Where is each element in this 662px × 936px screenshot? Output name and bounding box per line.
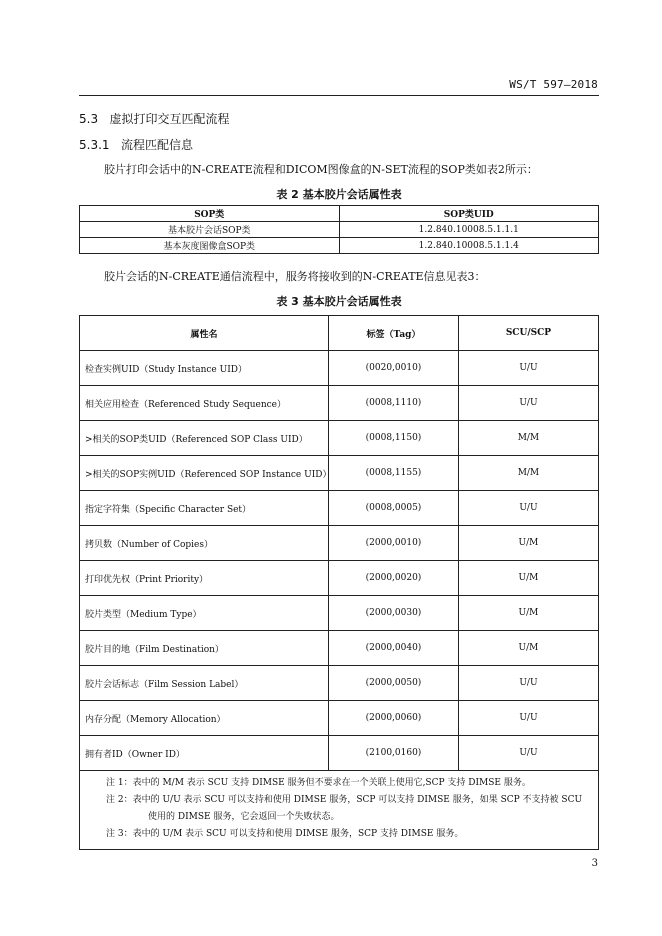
attribute-usage: U/M xyxy=(458,526,598,561)
attribute-name: >相关的SOP类UID（Referenced SOP Class UID） xyxy=(80,421,329,456)
attribute-tag: (2000,0060) xyxy=(329,701,459,736)
table3 xyxy=(79,315,599,850)
table2-header-sop-class: SOP类 xyxy=(80,206,340,222)
note-1: 注 1：表中的 M/M 表示 SCU 支持 DIMSE 服务但不要求在一个关联上使用它,SCP 支持 DIMSE 服务。 xyxy=(106,778,531,788)
attribute-tag: (2100,0160) xyxy=(329,736,459,771)
table-row xyxy=(80,222,599,238)
attribute-tag: (2000,0030) xyxy=(329,596,459,631)
table3-notes-row xyxy=(80,771,599,850)
attribute-usage: M/M xyxy=(458,456,598,491)
attribute-name: 拷贝数（Number of Copies） xyxy=(80,526,329,561)
attribute-name: 拥有者ID（Owner ID） xyxy=(80,736,329,771)
attribute-usage: U/M xyxy=(458,631,598,666)
table-row xyxy=(80,421,599,456)
table3-header-attribute: 属性名 xyxy=(80,316,329,351)
standard-code: WS/T 597—2018 xyxy=(509,78,598,91)
attribute-usage: U/U xyxy=(458,736,598,771)
attribute-usage: U/M xyxy=(458,561,598,596)
attribute-name: >相关的SOP实例UID（Referenced SOP Instance UID） xyxy=(80,456,329,491)
note-2-line-1: 注 2：表中的 U/U 表示 SCU 可以支持和使用 DIMSE 服务，SCP 可以支持 DIMSE 服务，如果 SCP 不支持被 SCU xyxy=(106,795,583,805)
table2-header-row xyxy=(80,206,599,222)
table-row xyxy=(80,666,599,701)
table-row xyxy=(80,351,599,386)
subsection-heading xyxy=(79,136,193,153)
table2-cell: 1.2.840.10008.5.1.1.1 xyxy=(339,222,599,238)
attribute-tag: (0008,0005) xyxy=(329,491,459,526)
table-row xyxy=(80,456,599,491)
table3-header-tag: 标签（Tag） xyxy=(329,316,459,351)
attribute-tag: (0008,1110) xyxy=(329,386,459,421)
attribute-name: 检查实例UID（Study Instance UID） xyxy=(80,351,329,386)
subsection-title: 流程匹配信息 xyxy=(121,138,194,152)
table-row xyxy=(80,238,599,254)
table3-notes xyxy=(80,771,599,850)
paragraph-1: 胶片打印会话中的N-CREATE流程和DICOM图像盒的N-SET流程的SOP类如表2所示： xyxy=(104,163,538,176)
attribute-usage: U/M xyxy=(458,596,598,631)
attribute-name: 打印优先权（Print Priority） xyxy=(80,561,329,596)
table-row xyxy=(80,736,599,771)
attribute-usage: U/U xyxy=(458,666,598,701)
attribute-tag: (0020,0010) xyxy=(329,351,459,386)
attribute-tag: (2000,0020) xyxy=(329,561,459,596)
table-row xyxy=(80,631,599,666)
table-row xyxy=(80,491,599,526)
attribute-tag: (0008,1155) xyxy=(329,456,459,491)
table2-cell: 1.2.840.10008.5.1.1.4 xyxy=(339,238,599,254)
attribute-usage: U/U xyxy=(458,386,598,421)
attribute-name: 指定字符集（Specific Character Set） xyxy=(80,491,329,526)
table2-header-sop-uid: SOP类UID xyxy=(339,206,599,222)
attribute-name: 胶片目的地（Film Destination） xyxy=(80,631,329,666)
attribute-name: 胶片类型（Medium Type） xyxy=(80,596,329,631)
table3-caption: 表 3 基本胶片会话属性表 xyxy=(276,295,402,308)
paragraph-2: 胶片会话的N-CREATE通信流程中，服务将接收到的N-CREATE信息见表3： xyxy=(104,270,486,283)
attribute-usage: U/U xyxy=(458,701,598,736)
note-3: 注 3：表中的 U/M 表示 SCU 可以支持和使用 DIMSE 服务，SCP 支持 DIMSE 服务。 xyxy=(106,829,464,839)
table-row xyxy=(80,386,599,421)
table2 xyxy=(79,205,599,254)
section-number: 5.3 xyxy=(79,112,99,126)
attribute-name: 胶片会话标志（Film Session Label） xyxy=(80,666,329,701)
table-row xyxy=(80,561,599,596)
page-number: 3 xyxy=(591,858,598,869)
attribute-tag: (2000,0050) xyxy=(329,666,459,701)
table-row xyxy=(80,596,599,631)
table2-caption: 表 2 基本胶片会话属性表 xyxy=(276,188,402,201)
table-row xyxy=(80,526,599,561)
attribute-name: 内存分配（Memory Allocation） xyxy=(80,701,329,736)
attribute-name: 相关应用检查（Referenced Study Sequence） xyxy=(80,386,329,421)
table2-cell: 基本胶片会话SOP类 xyxy=(80,222,340,238)
attribute-tag: (2000,0010) xyxy=(329,526,459,561)
note-2-line-2: 使用的 DIMSE 服务，它会返回一个失败状态。 xyxy=(148,812,340,822)
section-heading xyxy=(79,110,230,127)
subsection-number: 5.3.1 xyxy=(79,138,110,152)
table-row xyxy=(80,701,599,736)
attribute-usage: U/U xyxy=(458,351,598,386)
table3-header-scu-scp: SCU/SCP xyxy=(458,316,598,351)
note-2 xyxy=(106,792,590,826)
attribute-tag: (2000,0040) xyxy=(329,631,459,666)
table2-cell: 基本灰度图像盒SOP类 xyxy=(80,238,340,254)
attribute-tag: (0008,1150) xyxy=(329,421,459,456)
header-rule xyxy=(79,95,599,96)
attribute-usage: U/U xyxy=(458,491,598,526)
attribute-usage: M/M xyxy=(458,421,598,456)
section-title: 虚拟打印交互匹配流程 xyxy=(109,112,230,126)
table3-header-row xyxy=(80,316,599,351)
